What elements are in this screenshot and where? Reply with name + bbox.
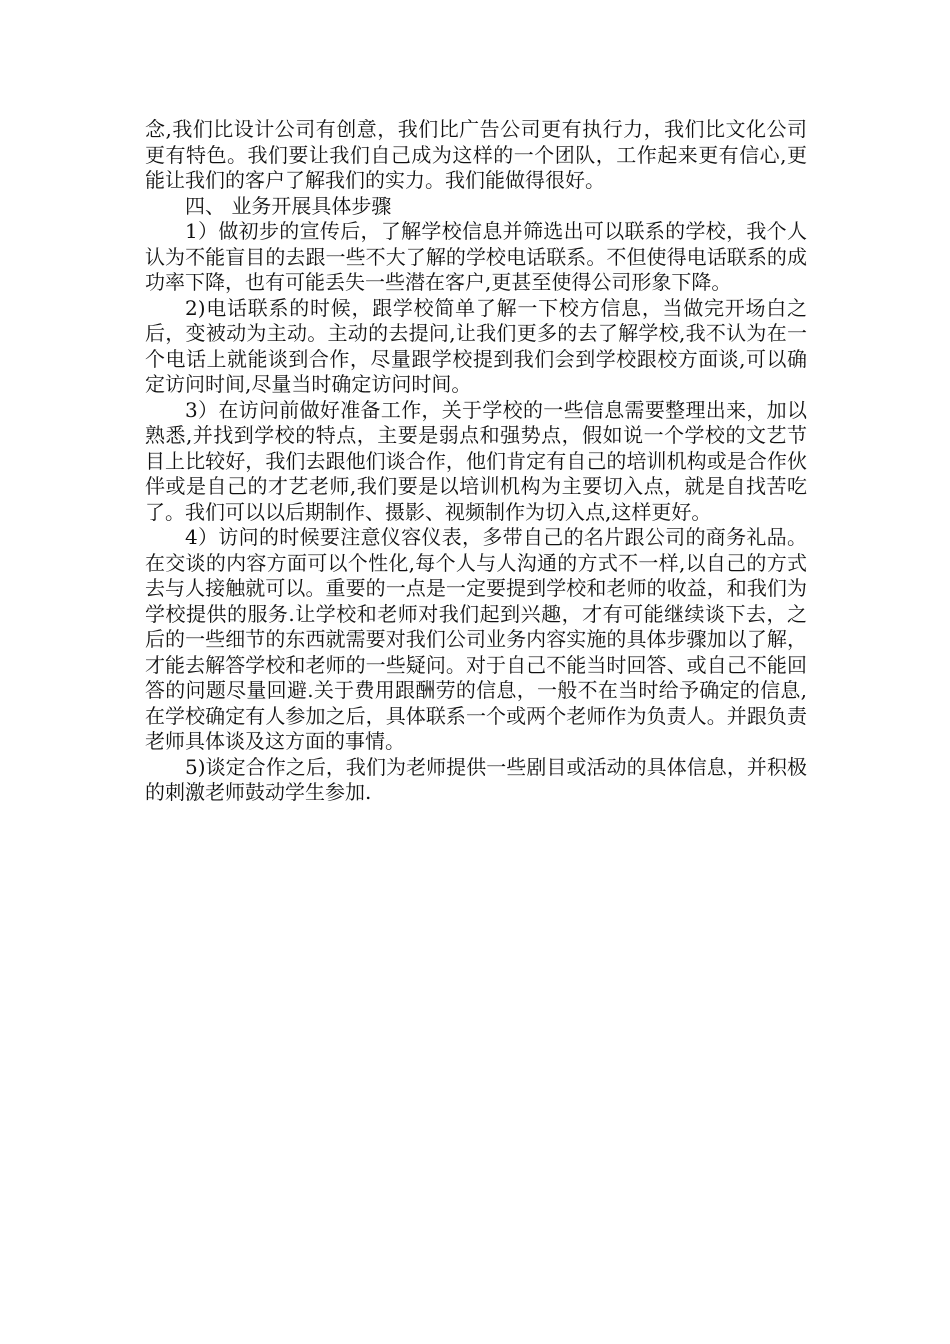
paragraph-step-2: 2)电话联系的时候，跟学校简单了解一下校方信息，当做完开场白之后，变被动为主动。主动的去提问,让我们更多的去了解学校,我不认为在一个电话上就能谈到合作，尽量跟学校提到我们会到学校跟校方面谈,可以确定访问时间,尽量当时确定访问时间。	[145, 295, 807, 396]
paragraph-step-1: 1）做初步的宣传后，了解学校信息并筛选出可以联系的学校，我个人认为不能盲目的去跟一些不大了解的学校电话联系。不但使得电话联系的成功率下降，也有可能丢失一些潜在客户,更甚至使得公司形象下降。	[145, 219, 807, 294]
section-heading-steps: 四、 业务开展具体步骤	[185, 193, 392, 218]
paragraph-step-5: 5)谈定合作之后，我们为老师提供一些剧目或活动的具体信息，并积极的刺激老师鼓动学生参加.	[145, 754, 807, 804]
paragraph-step-4: 4）访问的时候要注意仪容仪表，多带自己的名片跟公司的商务礼品。在交谈的内容方面可以个性化,每个人与人沟通的方式不一样,以自己的方式去与人接触就可以。重要的一点是一定要提到学校和老师的收益，和我们为学校提供的服务.让学校和老师对我们起到兴趣，才有可能继续谈下去，之后的一些细节的东西就需要对我们公司业务内容实施的具体步骤加以了解，才能去解答学校和老师的一些疑问。对于自己不能当时回答、或自己不能回答的问题尽量回避.关于费用跟酬劳的信息，一般不在当时给予确定的信息,在学校确定有人参加之后，具体联系一个或两个老师作为负责人。并跟负责老师具体谈及这方面的事情。	[145, 525, 807, 753]
paragraph-step-3: 3）在访问前做好准备工作，关于学校的一些信息需要整理出来，加以熟悉,并找到学校的特点，主要是弱点和强势点，假如说一个学校的文艺节目上比较好，我们去跟他们谈合作，他们肯定有自己的培训机构或是合作伙伴或是自己的才艺老师,我们要是以培训机构为主要切入点，就是自找苦吃了。我们可以以后期制作、摄影、视频制作为切入点,这样更好。	[145, 397, 807, 524]
document-body	[145, 117, 807, 806]
paragraph-intro-continuation: 念,我们比设计公司有创意，我们比广告公司更有执行力，我们比文化公司更有特色。我们要让我们自己成为这样的一个团队，工作起来更有信心,更能让我们的客户了解我们的实力。我们能做得很好。	[145, 117, 807, 192]
